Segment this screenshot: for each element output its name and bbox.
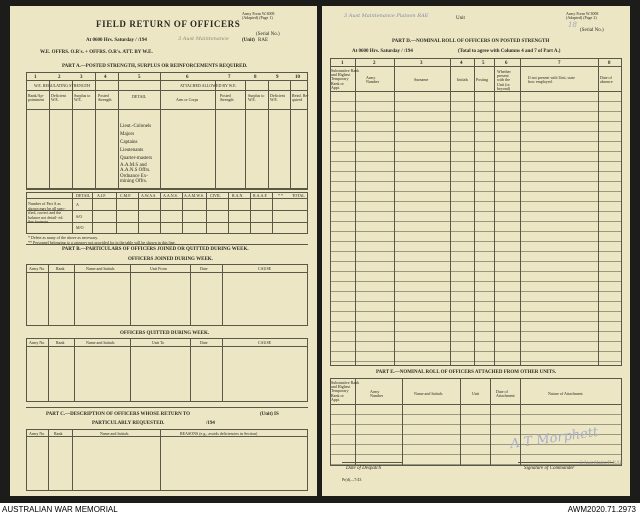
c-col-army-no: Army No. [29,431,46,436]
d-col-number-7: 7 [558,61,561,66]
col-number-9: 9 [276,75,279,80]
print-reference: Pr(d)—7/43 [342,477,362,482]
sub-header-5: DETAIL [132,94,147,99]
e-header-rank: Substantive Rank and Highest Temporary Rank or Appt. [331,380,360,402]
rank-majors: Majors [120,132,135,137]
left-page [10,6,317,496]
commander-signature: A T Morphett [509,424,600,453]
detail-col-aamws: A.A.M.W.S. [184,193,204,198]
form-title: FIELD RETURN OF OFFICERS [96,19,241,29]
joined-col-cause: CAUSE [258,266,272,271]
header-unit-handwritten: 3 Aust Maintenance Platoon RAE [344,13,429,19]
part-c-date: /194 [206,421,215,426]
sub-header-2: Deficient W.E. [51,93,66,102]
detail-row-so: S/O [76,214,83,219]
quitted-col-rank: Rank [56,340,65,345]
sub-header-9: Deficient W.E. [270,93,285,102]
sub-header-1: Rank/Ap- pointment [28,93,45,102]
detail-col-detail: DETAIL [76,193,91,198]
part-c-unit: (Unit) IS [260,412,279,417]
unit-handwritten: 3 Aust Maintenance [178,36,229,42]
sub-header-8: Surplus to W.E. [248,93,265,102]
sub-header-3: Surplus to W.E. [74,93,91,102]
d-col-number-3: 3 [420,61,423,66]
d-col-number-2: 2 [373,61,376,66]
d-header-present: Whether present with the Unit (or beyond) [497,69,511,91]
detail-col-aans: A.A.N.S. [163,193,178,198]
right-page [322,6,630,496]
detail-col-civil: CIVIL [210,193,221,198]
d-header-employment: If not present with Unit, state how employed. [528,75,575,84]
detail-col-total: TOTAL [292,193,305,198]
e-header-army-number: Army Number [370,389,384,398]
sub-header-4: Posted Strength [98,93,112,102]
unit-label: (Unit) [242,38,255,43]
joined-col-name: Name and Initials [86,266,115,271]
serial-handwritten: 18 [568,21,577,29]
d-header-posting: Posting [476,77,489,82]
accession-number: AWM2020.71.2973 [567,505,636,514]
header-unit-label: Unit [456,16,465,21]
quitted-col-unit-to: Unit To [152,340,165,345]
despatch-date-label: Date of Despatch [346,466,381,471]
d-header-initials: Initials [457,77,469,82]
archive-footer [0,503,640,515]
joined-table [26,264,308,326]
part-e-title: PART E.—NOMINAL ROLL OF OFFICERS ATTACHED FROM OTHER UNITS. [376,370,557,375]
c-col-name: Name and Initials [100,431,129,436]
we-strength-line: W.E. OFFRS. O.R's. + OFFRS. O.R's. ATT. BY W.E. [40,50,153,55]
quitted-col-date: Date [200,340,208,345]
joined-col-date: Date [200,266,208,271]
detail-col-ran: R.A.N. [232,193,244,198]
joined-col-army-no: Army No. [29,266,46,271]
d-col-number-1: 1 [341,61,344,66]
detail-col-cmf: C.M.F. [120,193,132,198]
detail-col-raaf: R.A.A.F. [253,193,268,198]
part-d-date: At 0600 Hrs. Saturday / /194 [352,49,413,54]
d-col-number-4: 4 [460,61,463,66]
rank-aams-offrs: A.A.M.S and A.A.N.S Offrs. [120,163,151,173]
joined-col-rank: Rank [56,266,65,271]
col-number-4: 4 [104,75,107,80]
detail-note: Number of Part A as shown may be all spec- ified, correct and the balance not detail- ed. See footnote. [28,201,66,225]
return-date-line: At 0600 Hrs. Saturday / /194 [86,38,147,43]
form-reference: Army Form W.3008 (Adapted) (Page 1) [242,11,275,20]
we-regulating-header: W.E. REGULATING STRENGTH [34,83,91,88]
rank-lieutenants: Lieutenants [120,148,144,153]
institution-name: AUSTRALIAN WAR MEMORIAL [2,505,118,514]
d-header-army-number: Army Number [366,75,380,84]
quitted-title: OFFICERS QUITTED DURING WEEK. [120,331,210,336]
joined-title: OFFICERS JOINED DURING WEEK. [128,257,213,262]
unit-corps: RAE [258,38,268,43]
sub-header-7: Posted Strength [220,93,234,102]
detail-row-a: A [76,202,79,207]
serial-label: (Serial No.) [256,32,280,37]
col-number-8: 8 [254,75,257,80]
d-col-number-5: 5 [482,61,485,66]
sub-header-6: Arm or Corps [176,97,199,102]
detail-col-aif: A.I.F. [97,193,107,198]
e-header-unit: Unit [472,391,480,396]
col-number-1: 1 [34,75,37,80]
rank-ordnance-offrs: Ordnance Ex- mining Offrs. [120,174,148,184]
detail-col-other: * * [278,193,283,198]
d-col-number-8: 8 [608,61,611,66]
detail-row-mo: M/O [76,225,84,230]
detail-col-awas: A.W.A.S. [141,193,157,198]
rank-captains: Captains [120,140,138,145]
d-header-surname: Surname [414,77,429,82]
e-header-nature: Nature of Attachment [548,391,583,396]
col-number-7: 7 [228,75,231,80]
part-c-line2: PARTICULARLY REQUESTED. [92,421,165,426]
part-d-total: (Total to agree with Columns 4 and 7 of Part A.) [458,49,561,54]
quitted-col-cause: CAUSE [258,340,272,345]
part-d-title: PART D.—NOMINAL ROLL OF OFFICERS ON POSTED STRENGTH [392,39,550,44]
col-number-5: 5 [138,75,141,80]
quitted-col-army-no: Army No. [29,340,46,345]
part-b-title: PART B.—PARTICULARS OF OFFICERS JOINED OR QUITTED DURING WEEK. [62,247,249,252]
attached-allowed-header: ATTACHED ALLOWED BY W.E. [180,83,237,88]
quitted-col-name: Name and Initials [86,340,115,345]
form-reference-page-2: Army Form W.3008 (Adapted) (Page 2) [566,11,599,20]
col-number-2: 2 [58,75,61,80]
d-col-number-6: 6 [505,61,508,66]
c-col-reasons: REASONS (e.g., avoids deficiencies in Section) [180,431,258,436]
col-number-6: 6 [186,75,189,80]
part-c-table [26,429,308,491]
col-number-3: 3 [80,75,83,80]
serial-label-page-2: (Serial No.) [580,28,604,33]
part-a-footnote: * Delete as many of the above as necessary. ** Personnel belonging to a category not provided for in the table will be shown in this line. [28,235,176,245]
joined-col-unit-from: Unit From [150,266,167,271]
quitted-table [26,338,308,402]
e-header-name: Name and Initials [414,391,443,396]
rank-quartermasters: Quarter-masters [120,156,153,161]
part-c-title: PART C.—DESCRIPTION OF OFFICERS WHOSE RETURN TO [46,412,191,417]
d-header-rank: Substantive Rank and Highest Temporary Rank or Appt. [331,68,360,90]
d-header-absence-date: Date of absence [600,75,613,84]
part-a-title: PART A.—POSTED STRENGTH, SURPLUS OR REINFORCEMENTS REQUIRED. [62,64,248,69]
c-col-rank: Rank [54,431,63,436]
sub-header-10: Reinf. Re- quired [292,93,309,102]
col-number-10: 10 [295,75,300,80]
unit-stamp: 3 Aust Maint Pl RAE [580,461,623,466]
signature-label: Signature of Commander [524,466,575,471]
rank-lt-colonels: Lieut.-Colonels [120,124,152,129]
e-header-attachment-date: Date of Attachment [496,389,515,398]
part-d-table [330,58,622,366]
